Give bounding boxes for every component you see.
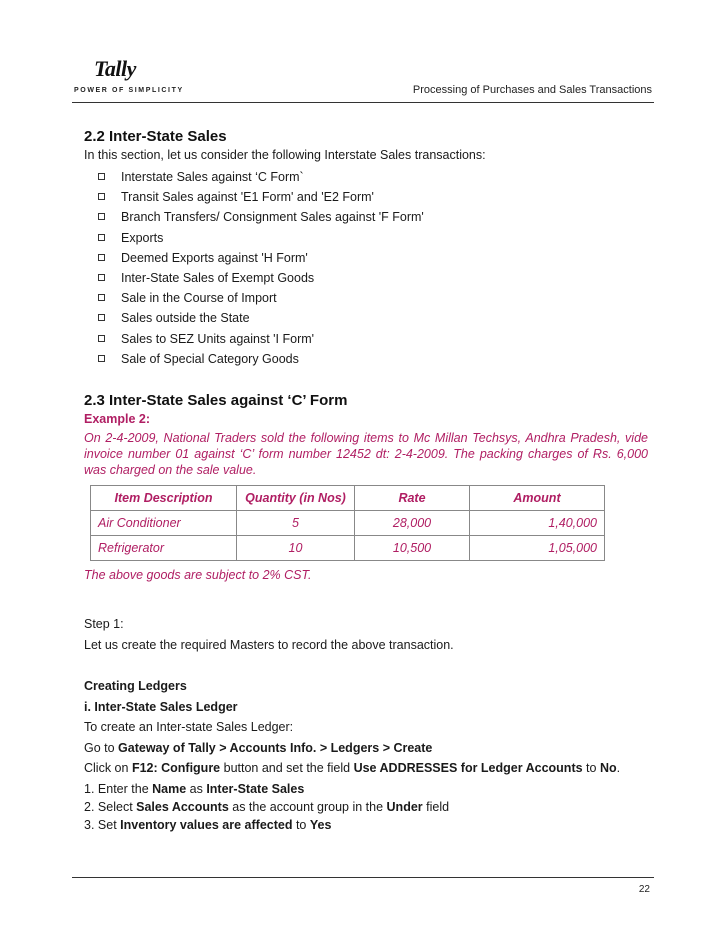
square-bullet-icon — [98, 193, 105, 200]
section-intro: In this section, let us consider the following Interstate Sales transactions: — [84, 148, 486, 162]
table-cell: 10 — [237, 536, 355, 561]
square-bullet-icon — [98, 173, 105, 180]
cst-note: The above goods are subject to 2% CST. — [84, 568, 312, 583]
creating-ledgers-heading: Creating Ledgers — [84, 679, 187, 694]
list-item: Transit Sales against 'E1 Form' and 'E2 Form' — [98, 187, 648, 207]
sales-type-list — [84, 167, 648, 369]
goto-path-line: Go to Gateway of Tally > Accounts Info. > Ledgers > Create — [84, 740, 433, 755]
list-item: Branch Transfers/ Consignment Sales against 'F Form' — [98, 207, 648, 227]
step-text: Let us create the required Masters to record the above transaction. — [84, 637, 454, 652]
table-cell: 5 — [237, 511, 355, 536]
creating-ledgers-block — [84, 676, 648, 779]
table-row — [91, 536, 605, 561]
ledger-subheading: i. Inter-State Sales Ledger — [84, 699, 238, 714]
example-label: Example 2: — [84, 412, 151, 427]
table-cell: 10,500 — [355, 536, 470, 561]
list-item: Exports — [98, 228, 648, 248]
column-header: Quantity (in Nos) — [237, 486, 355, 511]
header-divider — [72, 102, 654, 103]
square-bullet-icon — [98, 335, 105, 342]
square-bullet-icon — [98, 355, 105, 362]
list-item: Sales outside the State — [98, 308, 648, 328]
table-cell: Air Conditioner — [91, 511, 237, 536]
column-header: Item Description — [91, 486, 237, 511]
footer-divider — [72, 877, 654, 878]
square-bullet-icon — [98, 274, 105, 281]
ledger-steps-list — [84, 780, 648, 834]
list-item: Sales to SEZ Units against 'I Form' — [98, 329, 648, 349]
table-cell: 28,000 — [355, 511, 470, 536]
header-title: Processing of Purchases and Sales Transactions — [412, 84, 652, 96]
list-item: Deemed Exports against 'H Form' — [98, 248, 648, 268]
configure-instruction: Click on F12: Configure button and set the field Use ADDRESSES for Ledger Accounts to No. — [84, 761, 621, 776]
step-1-block — [84, 614, 648, 655]
step-label: Step 1: — [84, 617, 124, 632]
list-item: Interstate Sales against ‘C Form` — [98, 167, 648, 187]
list-item: Sale in the Course of Import — [98, 288, 648, 308]
logo-tagline: POWER OF SIMPLICITY — [74, 87, 184, 94]
logo-wordmark: Tally — [94, 56, 136, 81]
section-heading-2-3: 2.3 Inter-State Sales against ‘C’ Form — [84, 392, 348, 410]
table-cell: 1,05,000 — [470, 536, 605, 561]
section-heading-2-2: 2.2 Inter-State Sales — [84, 128, 227, 145]
list-item: Sale of Special Category Goods — [98, 349, 648, 369]
list-item: Inter-State Sales of Exempt Goods — [98, 268, 648, 288]
square-bullet-icon — [98, 213, 105, 220]
ledger-intro: To create an Inter-state Sales Ledger: — [84, 720, 294, 735]
list-item: 1. Enter the Name as Inter-State Sales — [84, 781, 305, 796]
table-cell: Refrigerator — [91, 536, 237, 561]
table-header-row — [91, 486, 605, 511]
column-header: Rate — [355, 486, 470, 511]
page-content — [84, 127, 648, 834]
items-table — [90, 485, 605, 561]
column-header: Amount — [470, 486, 605, 511]
example-text: On 2-4-2009, National Traders sold the following items to Mc Millan Techsys, Andhra Pradesh, vide invoice number 01 against ‘C’ form number 12452 dt: 2-4-2009. The packing charges of Rs. 6,000 was charged on the sale value. — [84, 431, 648, 478]
square-bullet-icon — [98, 294, 105, 301]
table-row — [91, 511, 605, 536]
square-bullet-icon — [98, 314, 105, 321]
square-bullet-icon — [98, 254, 105, 261]
list-item: 2. Select Sales Accounts as the account group in the Under field — [84, 799, 450, 814]
square-bullet-icon — [98, 234, 105, 241]
list-item: 3. Set Inventory values are affected to Yes — [84, 817, 332, 832]
table-cell: 1,40,000 — [470, 511, 605, 536]
page-number: 22 — [638, 884, 650, 895]
